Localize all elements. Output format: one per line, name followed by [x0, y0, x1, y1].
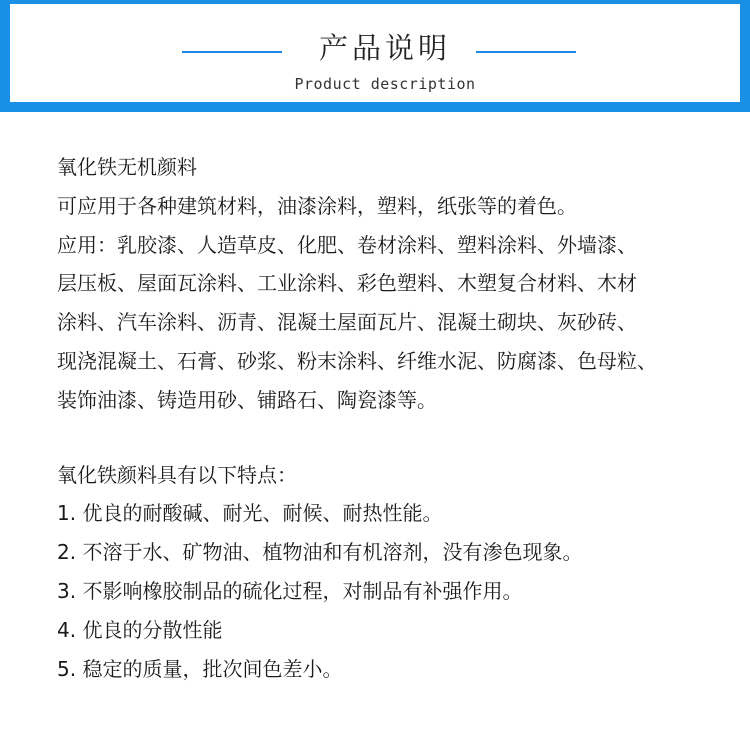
- product-name: 氧化铁无机颜料: [57, 155, 197, 179]
- applications-line: 涂料、汽车涂料、沥青、混凝土屋面瓦片、混凝土砌块、灰砂砖、: [57, 310, 637, 335]
- features-list: [57, 494, 737, 688]
- applications-line: 应用：乳胶漆、人造草皮、化肥、卷材涂料、塑料涂料、外墙漆、: [57, 232, 637, 257]
- applications-line: 装饰油漆、铸造用砂、铺路石、陶瓷漆等。: [57, 387, 437, 412]
- feature-item: 5. 稳定的质量，批次间色差小。: [57, 656, 343, 681]
- applications-line: 现浇混凝土、石膏、砂浆、粉末涂料、纤维水泥、防腐漆、色母粒、: [57, 348, 657, 373]
- feature-item: 3. 不影响橡胶制品的硫化过程，对制品有补强作用。: [57, 578, 523, 603]
- feature-item: 1. 优良的耐酸碱、耐光、耐候、耐热性能。: [57, 501, 443, 526]
- header-frame: [0, 0, 750, 112]
- feature-item: 2. 不溶于水、矿物油、植物油和有机溶剂，没有渗色现象。: [57, 540, 583, 565]
- feature-item: 4. 优良的分散性能: [57, 617, 223, 642]
- header-banner: [10, 4, 740, 102]
- description-body: [57, 148, 737, 688]
- intro-line: 可应用于各种建筑材料，油漆涂料，塑料，纸张等的着色。: [57, 193, 577, 218]
- applications-line: 层压板、屋面瓦涂料、工业涂料、彩色塑料、木塑复合材料、木材: [57, 271, 637, 296]
- page-title: 产品说明: [318, 31, 451, 65]
- page-subtitle: Product description: [294, 75, 476, 93]
- header-divider-right: [476, 51, 576, 53]
- features-heading: 氧化铁颜料具有以下特点：: [57, 462, 297, 487]
- section-spacer: [57, 420, 737, 456]
